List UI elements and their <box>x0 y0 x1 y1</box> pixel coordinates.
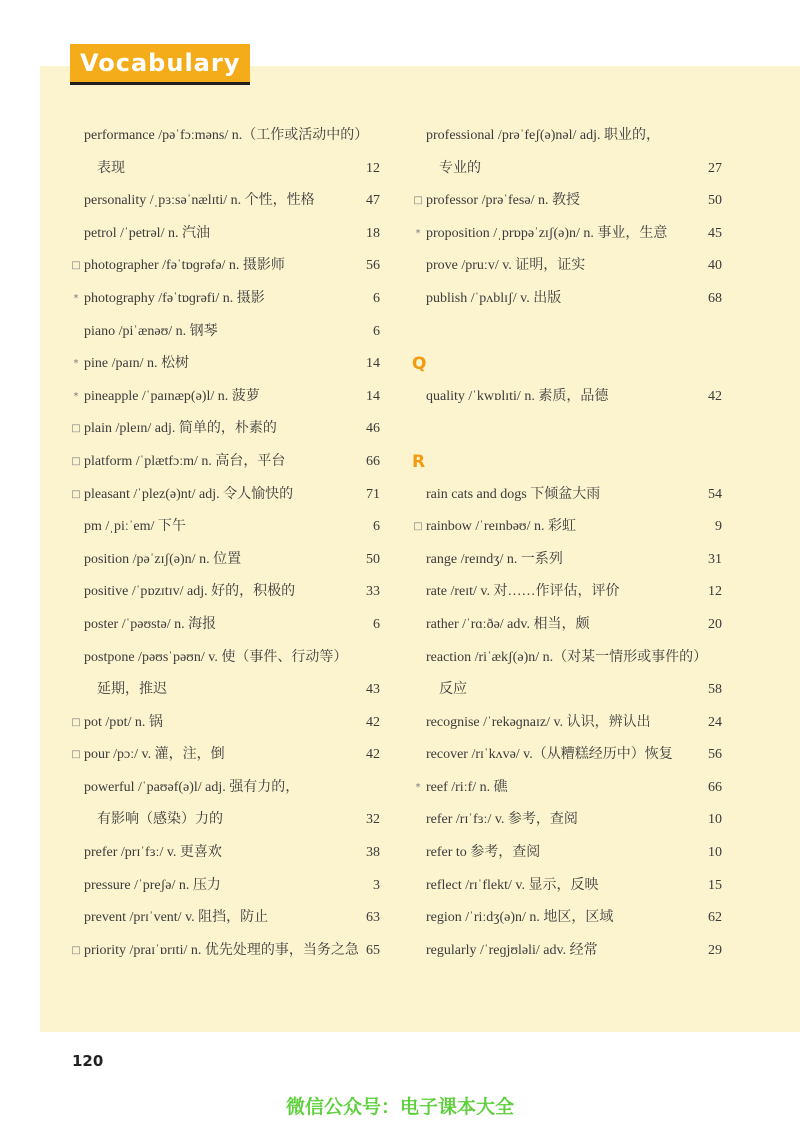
box-marker-icon: □ <box>413 521 423 533</box>
entry-text: positive /ˈpɒzɪtɪv/ adj. 好的，积极的 <box>84 584 296 600</box>
vocab-entry-continuation <box>70 674 380 707</box>
entry-text: petrol /ˈpetrəl/ n. 汽油 <box>84 225 210 241</box>
entry-text: plain /pleɪn/ adj. 简单的，朴素的 <box>84 421 277 437</box>
vocab-entry <box>70 218 380 251</box>
entry-text: range /reɪndʒ/ n. 一系列 <box>426 551 563 567</box>
entry-page: 54 <box>708 486 722 502</box>
entry-page: 32 <box>366 812 380 828</box>
vocab-entry <box>70 576 380 609</box>
entry-page: 3 <box>373 877 380 893</box>
entry-page: 66 <box>708 779 722 795</box>
entry-page: 20 <box>708 616 722 632</box>
entry-page: 31 <box>708 551 722 567</box>
entry-text: proposition /ˌprɒpəˈzɪʃ(ə)n/ n. 事业，生意 <box>426 225 668 241</box>
entry-text: publish /ˈpʌblɪʃ/ v. 出版 <box>426 290 562 306</box>
entry-text: pineapple /ˈpaɪnæp(ə)l/ n. 菠萝 <box>84 388 260 404</box>
entry-text: reaction /riˈækʃ(ə)n/ n.（对某一情形或事件的） <box>426 649 708 665</box>
entry-page: 47 <box>366 193 380 209</box>
vocab-entry <box>412 250 722 283</box>
entry-page: 12 <box>366 160 380 176</box>
section-title-badge: Vocabulary <box>70 44 250 85</box>
vocab-entry <box>412 544 722 577</box>
entry-text: reflect /rɪˈflekt/ v. 显示，反映 <box>426 877 599 893</box>
entry-page: 15 <box>708 877 722 893</box>
entry-page: 68 <box>708 290 722 306</box>
entry-text: platform /ˈplætfɔːm/ n. 高台，平台 <box>84 453 286 469</box>
entry-text: postpone /pəʊsˈpəʊn/ v. 使（事件、行动等） <box>84 649 348 665</box>
asterisk-marker-icon: * <box>73 358 79 370</box>
vocab-entry <box>412 804 722 837</box>
entry-text: 反应 <box>439 682 467 698</box>
entry-page: 18 <box>366 225 380 241</box>
entry-page: 29 <box>708 942 722 958</box>
asterisk-marker-icon: * <box>415 227 421 239</box>
spacer <box>412 413 722 446</box>
entry-text: priority /praɪˈɒrɪti/ n. 优先处理的事，当务之急 <box>84 942 359 958</box>
vocab-entry <box>70 120 380 153</box>
entry-text: personality /ˌpɜːsəˈnælɪti/ n. 个性，性格 <box>84 193 315 209</box>
vocab-entry <box>70 902 380 935</box>
entry-page: 14 <box>366 388 380 404</box>
entry-page: 50 <box>366 551 380 567</box>
entry-text: powerful /ˈpaʊəf(ə)l/ adj. 强有力的， <box>84 779 300 795</box>
entry-page: 43 <box>366 682 380 698</box>
vocab-entry <box>412 185 722 218</box>
entry-text: piano /piˈænəʊ/ n. 钢琴 <box>84 323 218 339</box>
entry-text: recognise /ˈrekəɡnaɪz/ v. 认识，辨认出 <box>426 714 651 730</box>
entry-page: 42 <box>708 388 722 404</box>
vocab-entry <box>70 413 380 446</box>
entry-text: rather /ˈrɑːðə/ adv. 相当，颇 <box>426 616 590 632</box>
box-marker-icon: □ <box>71 455 81 467</box>
entry-text: refer /rɪˈfɜː/ v. 参考，查阅 <box>426 812 578 828</box>
entry-text: professional /prəˈfeʃ(ə)nəl/ adj. 职业的， <box>426 128 661 143</box>
entry-page: 6 <box>373 290 380 306</box>
box-marker-icon: □ <box>413 195 423 207</box>
vocab-entry <box>412 218 722 251</box>
left-column <box>70 120 380 967</box>
box-marker-icon: □ <box>71 423 81 435</box>
vocab-entry <box>412 707 722 740</box>
letter-heading: R <box>412 451 426 472</box>
vocab-entry <box>70 348 380 381</box>
entry-text: pour /pɔː/ v. 灌，注，倒 <box>84 747 225 763</box>
entry-text: 有影响（感染）力的 <box>97 812 223 828</box>
vocab-entry <box>70 511 380 544</box>
vocab-entry <box>70 446 380 479</box>
vocab-entry <box>70 739 380 772</box>
vocab-entry <box>70 283 380 316</box>
vocab-entry-continuation <box>412 674 722 707</box>
entry-text: rainbow /ˈreɪnbəʊ/ n. 彩虹 <box>426 519 576 535</box>
vocab-entry <box>70 316 380 349</box>
entry-page: 14 <box>366 356 380 372</box>
vocab-entry <box>412 642 722 675</box>
entry-text: 延期，推迟 <box>97 682 167 698</box>
entry-text: pleasant /ˈplez(ə)nt/ adj. 令人愉快的 <box>84 486 294 502</box>
asterisk-marker-icon: * <box>73 292 79 304</box>
entry-page: 9 <box>715 519 722 535</box>
entry-page: 40 <box>708 258 722 274</box>
entry-text: photographer /fəˈtɒɡrəfə/ n. 摄影师 <box>84 258 285 274</box>
entry-text: rain cats and dogs 下倾盆大雨 <box>426 486 601 502</box>
vocab-entry <box>412 772 722 805</box>
entry-text: performance /pəˈfɔːməns/ n.（工作或活动中的） <box>84 128 369 143</box>
entry-page: 6 <box>373 323 380 339</box>
vocab-entry <box>70 185 380 218</box>
asterisk-marker-icon: * <box>73 390 79 402</box>
box-marker-icon: □ <box>71 716 81 728</box>
asterisk-marker-icon: * <box>415 781 421 793</box>
entry-page: 66 <box>366 453 380 469</box>
vocab-entry <box>412 902 722 935</box>
vocab-entry <box>70 772 380 805</box>
entry-text: quality /ˈkwɒlɪti/ n. 素质，品德 <box>426 388 609 404</box>
entry-page: 27 <box>708 160 722 176</box>
vocab-entry-continuation <box>412 153 722 186</box>
vocab-entry-continuation <box>70 153 380 186</box>
entry-text: prefer /prɪˈfɜː/ v. 更喜欢 <box>84 845 222 861</box>
vocab-entry <box>70 250 380 283</box>
entry-page: 56 <box>366 258 380 274</box>
entry-page: 42 <box>366 747 380 763</box>
entry-page: 12 <box>708 584 722 600</box>
entry-text: region /ˈriːdʒ(ə)n/ n. 地区，区域 <box>426 910 614 926</box>
vocab-entry <box>70 609 380 642</box>
entry-text: professor /prəˈfesə/ n. 教授 <box>426 193 580 209</box>
entry-page: 6 <box>373 519 380 535</box>
vocab-entry <box>70 837 380 870</box>
entry-page: 10 <box>708 812 722 828</box>
entry-page: 38 <box>366 845 380 861</box>
entry-page: 42 <box>366 714 380 730</box>
entry-page: 63 <box>366 910 380 926</box>
vocab-entry <box>412 935 722 968</box>
entry-page: 24 <box>708 714 722 730</box>
vocab-entry <box>412 120 722 153</box>
entry-text: prevent /prɪˈvent/ v. 阻挡，防止 <box>84 910 269 926</box>
right-column <box>412 120 722 967</box>
entry-text: pot /pɒt/ n. 锅 <box>84 714 163 730</box>
page-number: 120 <box>72 1052 104 1070</box>
vocab-entry <box>412 283 722 316</box>
entry-text: refer to 参考，查阅 <box>426 845 541 861</box>
entry-page: 71 <box>366 486 380 502</box>
footer-watermark: 微信公众号：电子课本大全 <box>285 1096 514 1118</box>
entry-text: position /pəˈzɪʃ(ə)n/ n. 位置 <box>84 551 242 567</box>
entry-text: pine /paɪn/ n. 松树 <box>84 356 189 372</box>
entry-page: 45 <box>708 225 722 241</box>
entry-page: 10 <box>708 845 722 861</box>
entry-text: pressure /ˈpreʃə/ n. 压力 <box>84 877 221 893</box>
vocab-entry <box>70 479 380 512</box>
spacer <box>412 316 722 349</box>
box-marker-icon: □ <box>71 944 81 956</box>
entry-page: 46 <box>366 421 380 437</box>
vocab-entry <box>412 609 722 642</box>
entry-text: regularly /ˈreɡjʊləli/ adv. 经常 <box>426 942 598 958</box>
entry-text: 表现 <box>97 160 125 176</box>
entry-text: reef /riːf/ n. 礁 <box>426 779 508 795</box>
entry-text: rate /reɪt/ v. 对……作评估，评价 <box>426 584 620 600</box>
box-marker-icon: □ <box>71 488 81 500</box>
entry-text: 专业的 <box>439 160 481 176</box>
vocab-entry <box>412 381 722 414</box>
letter-heading: Q <box>412 354 427 375</box>
box-marker-icon: □ <box>71 260 81 272</box>
entry-page: 56 <box>708 747 722 763</box>
entry-text: pm /ˌpiːˈem/ 下午 <box>84 519 186 535</box>
vocab-entry <box>70 707 380 740</box>
vocab-entry <box>412 870 722 903</box>
entry-text: poster /ˈpəʊstə/ n. 海报 <box>84 616 217 632</box>
entry-page: 58 <box>708 682 722 698</box>
vocab-entry <box>412 511 722 544</box>
vocab-entry <box>412 479 722 512</box>
entry-page: 62 <box>708 910 722 926</box>
vocab-entry-continuation <box>70 804 380 837</box>
box-marker-icon: □ <box>71 749 81 761</box>
entry-text: prove /pruːv/ v. 证明，证实 <box>426 258 586 274</box>
entry-page: 6 <box>373 616 380 632</box>
vocab-entry <box>70 544 380 577</box>
vocab-entry <box>412 576 722 609</box>
vocab-entry <box>412 837 722 870</box>
vocab-entry <box>70 870 380 903</box>
entry-page: 50 <box>708 193 722 209</box>
entry-page: 65 <box>366 942 380 958</box>
entry-page: 33 <box>366 584 380 600</box>
vocab-entry <box>412 739 722 772</box>
entry-text: recover /rɪˈkʌvə/ v.（从糟糕经历中）恢复 <box>426 747 673 763</box>
vocab-entry <box>70 642 380 675</box>
vocab-entry <box>70 935 380 968</box>
vocab-entry <box>70 381 380 414</box>
entry-text: photography /fəˈtɒɡrəfi/ n. 摄影 <box>84 290 265 306</box>
